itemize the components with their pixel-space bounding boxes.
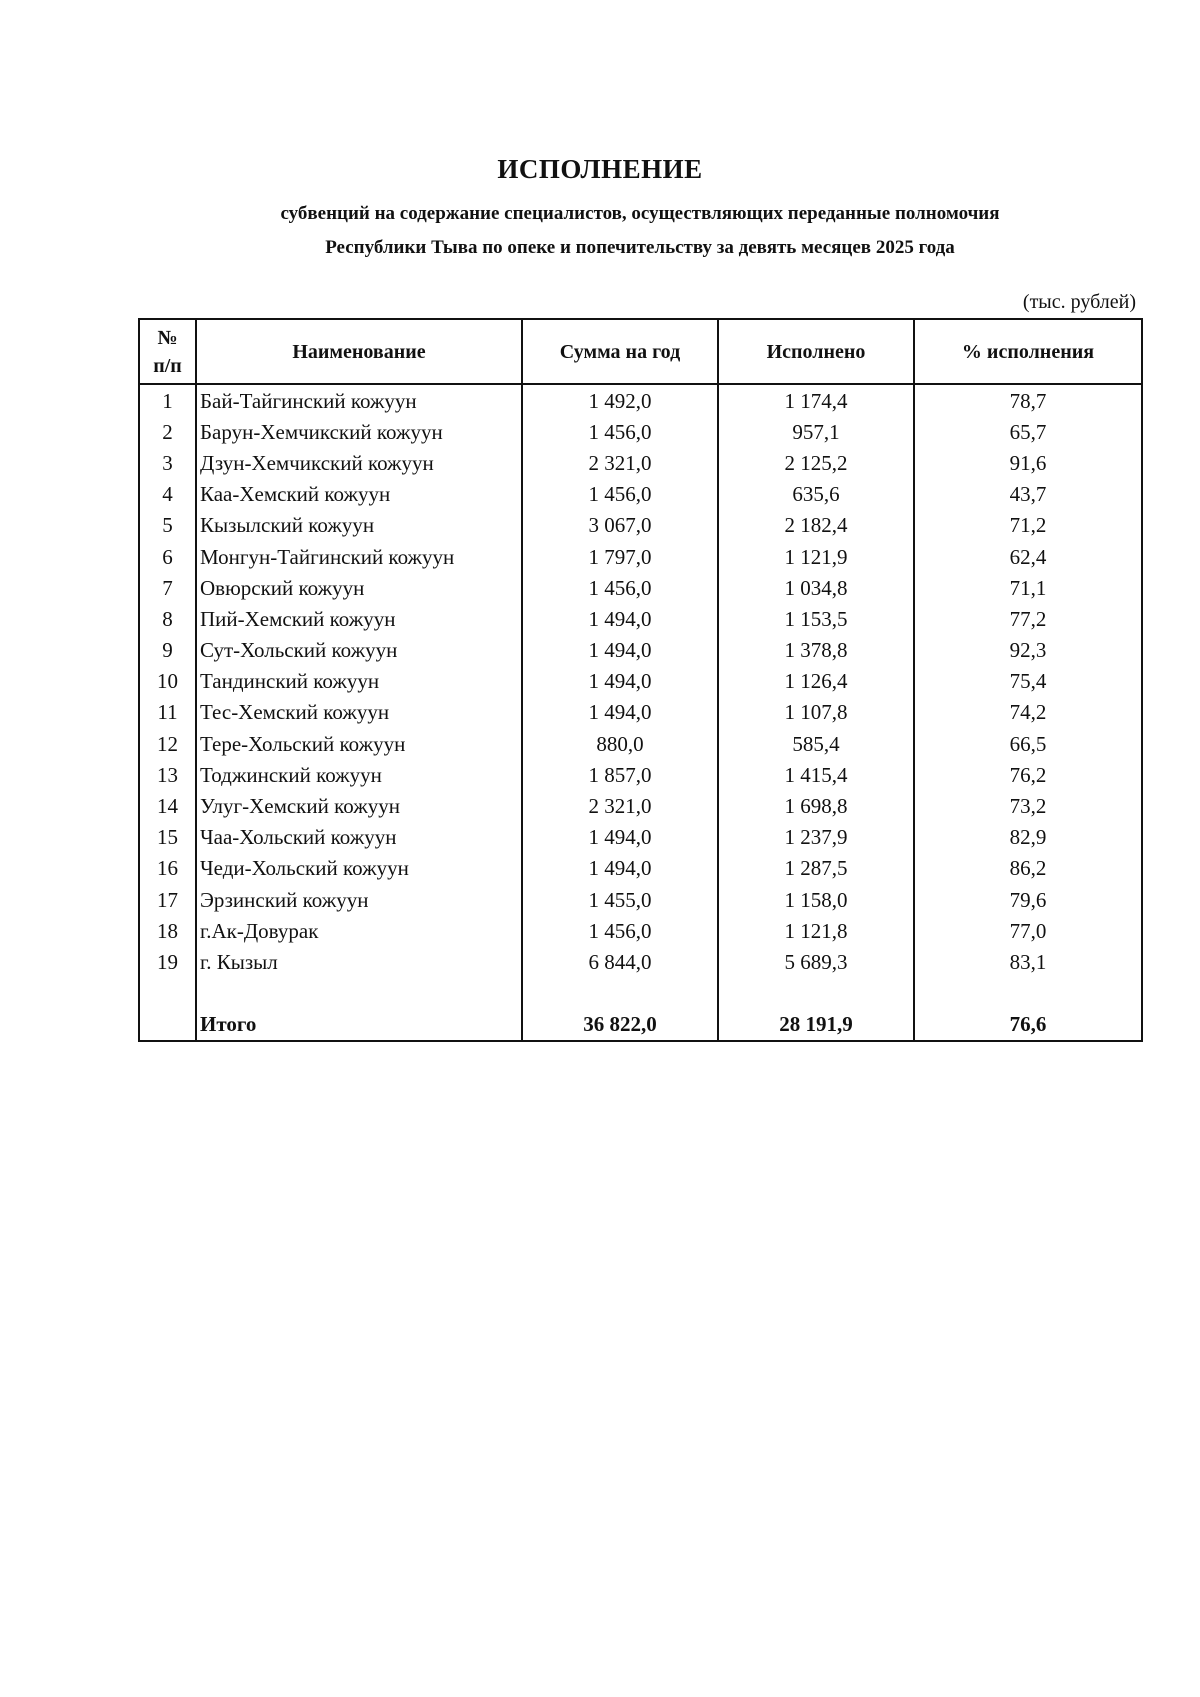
table-row [139, 946, 1142, 977]
row-executed: 1 034,8 [718, 572, 914, 603]
row-name: Тоджинский кожуун [196, 759, 522, 790]
row-name: Чеди-Хольский кожуун [196, 853, 522, 884]
row-num: 7 [139, 572, 196, 603]
table-row [139, 541, 1142, 572]
spacer-cell [139, 978, 196, 1009]
header-num-line-2: п/п [153, 354, 182, 377]
row-executed: 1 158,0 [718, 884, 914, 915]
row-percent: 65,7 [914, 416, 1142, 447]
row-percent: 43,7 [914, 479, 1142, 510]
table-row [139, 697, 1142, 728]
header-year-sum: Сумма на год [522, 319, 718, 384]
row-executed: 635,6 [718, 479, 914, 510]
table-row [139, 635, 1142, 666]
row-num: 11 [139, 697, 196, 728]
row-percent: 62,4 [914, 541, 1142, 572]
row-year-sum: 1 456,0 [522, 479, 718, 510]
row-year-sum: 3 067,0 [522, 510, 718, 541]
header-percent: % исполнения [914, 319, 1142, 384]
table-row [139, 822, 1142, 853]
row-percent: 66,5 [914, 728, 1142, 759]
table-row [139, 759, 1142, 790]
row-percent: 86,2 [914, 853, 1142, 884]
row-year-sum: 1 494,0 [522, 635, 718, 666]
row-name: Кызылский кожуун [196, 510, 522, 541]
total-year-sum: 36 822,0 [522, 1009, 718, 1041]
row-name: Эрзинский кожуун [196, 884, 522, 915]
row-executed: 1 287,5 [718, 853, 914, 884]
table-spacer-row [139, 978, 1142, 1009]
row-executed: 1 121,8 [718, 915, 914, 946]
row-percent: 74,2 [914, 697, 1142, 728]
row-num: 10 [139, 666, 196, 697]
row-executed: 1 698,8 [718, 790, 914, 821]
row-year-sum: 1 456,0 [522, 416, 718, 447]
row-year-sum: 1 492,0 [522, 384, 718, 416]
row-year-sum: 1 857,0 [522, 759, 718, 790]
table-row [139, 666, 1142, 697]
row-name: Чаа-Хольский кожуун [196, 822, 522, 853]
table-header-row [139, 319, 1142, 384]
row-name: Тере-Хольский кожуун [196, 728, 522, 759]
table-row [139, 572, 1142, 603]
row-name: г. Кызыл [196, 946, 522, 977]
row-num: 8 [139, 603, 196, 634]
row-num: 14 [139, 790, 196, 821]
row-num: 12 [139, 728, 196, 759]
table-row [139, 384, 1142, 416]
row-year-sum: 1 494,0 [522, 666, 718, 697]
table-row [139, 447, 1142, 478]
spacer-cell [522, 978, 718, 1009]
table-row [139, 479, 1142, 510]
row-executed: 585,4 [718, 728, 914, 759]
row-year-sum: 1 494,0 [522, 603, 718, 634]
row-year-sum: 880,0 [522, 728, 718, 759]
row-executed: 1 415,4 [718, 759, 914, 790]
total-label: Итого [196, 1009, 522, 1041]
row-num: 5 [139, 510, 196, 541]
table-row [139, 790, 1142, 821]
row-percent: 91,6 [914, 447, 1142, 478]
row-num: 9 [139, 635, 196, 666]
subtitle-line-1: субвенций на содержание специалистов, осуществляющих переданные полномочия [280, 203, 1000, 224]
total-percent: 76,6 [914, 1009, 1142, 1041]
row-percent: 83,1 [914, 946, 1142, 977]
row-executed: 957,1 [718, 416, 914, 447]
row-num: 3 [139, 447, 196, 478]
row-executed: 1 126,4 [718, 666, 914, 697]
row-executed: 1 153,5 [718, 603, 914, 634]
row-percent: 71,1 [914, 572, 1142, 603]
row-year-sum: 1 455,0 [522, 884, 718, 915]
table-row [139, 728, 1142, 759]
table-body [139, 384, 1142, 1041]
row-percent: 78,7 [914, 384, 1142, 416]
row-year-sum: 1 494,0 [522, 822, 718, 853]
table-row [139, 416, 1142, 447]
row-name: Барун-Хемчикский кожуун [196, 416, 522, 447]
units-note: (тыс. рублей) [1022, 291, 1136, 313]
row-executed: 2 125,2 [718, 447, 914, 478]
row-year-sum: 2 321,0 [522, 447, 718, 478]
header-num [139, 319, 196, 384]
row-num: 18 [139, 915, 196, 946]
row-name: Тандинский кожуун [196, 666, 522, 697]
row-num: 1 [139, 384, 196, 416]
row-executed: 1 174,4 [718, 384, 914, 416]
row-year-sum: 1 494,0 [522, 853, 718, 884]
subtitle-line-2: Республики Тыва по опеке и попечительству за девять месяцев 2025 года [325, 237, 955, 258]
row-percent: 79,6 [914, 884, 1142, 915]
row-name: Сут-Хольский кожуун [196, 635, 522, 666]
row-name: Бай-Тайгинский кожуун [196, 384, 522, 416]
table-row [139, 510, 1142, 541]
table-row [139, 884, 1142, 915]
row-percent: 71,2 [914, 510, 1142, 541]
row-executed: 1 237,9 [718, 822, 914, 853]
row-num: 4 [139, 479, 196, 510]
row-percent: 77,0 [914, 915, 1142, 946]
row-name: Пий-Хемский кожуун [196, 603, 522, 634]
row-name: Улуг-Хемский кожуун [196, 790, 522, 821]
row-percent: 75,4 [914, 666, 1142, 697]
row-name: г.Ак-Довурак [196, 915, 522, 946]
row-percent: 77,2 [914, 603, 1142, 634]
row-year-sum: 1 456,0 [522, 572, 718, 603]
row-name: Монгун-Тайгинский кожуун [196, 541, 522, 572]
table-row [139, 603, 1142, 634]
row-executed: 2 182,4 [718, 510, 914, 541]
row-executed: 1 121,9 [718, 541, 914, 572]
row-num: 2 [139, 416, 196, 447]
spacer-cell [914, 978, 1142, 1009]
execution-table [138, 318, 1143, 1042]
row-num: 6 [139, 541, 196, 572]
row-name: Тес-Хемский кожуун [196, 697, 522, 728]
row-num: 15 [139, 822, 196, 853]
row-num: 16 [139, 853, 196, 884]
spacer-cell [196, 978, 522, 1009]
row-percent: 92,3 [914, 635, 1142, 666]
row-executed: 5 689,3 [718, 946, 914, 977]
row-percent: 76,2 [914, 759, 1142, 790]
document-title: ИСПОЛНЕНИЕ [497, 154, 703, 184]
row-name: Каа-Хемский кожуун [196, 479, 522, 510]
table-row [139, 915, 1142, 946]
row-year-sum: 1 797,0 [522, 541, 718, 572]
row-year-sum: 1 456,0 [522, 915, 718, 946]
row-name: Дзун-Хемчикский кожуун [196, 447, 522, 478]
row-num: 17 [139, 884, 196, 915]
document-subtitle [140, 197, 1140, 265]
row-year-sum: 1 494,0 [522, 697, 718, 728]
header-name: Наименование [196, 319, 522, 384]
row-percent: 73,2 [914, 790, 1142, 821]
row-year-sum: 6 844,0 [522, 946, 718, 977]
row-num: 13 [139, 759, 196, 790]
spacer-cell [718, 978, 914, 1009]
total-executed: 28 191,9 [718, 1009, 914, 1041]
row-executed: 1 378,8 [718, 635, 914, 666]
row-year-sum: 2 321,0 [522, 790, 718, 821]
row-percent: 82,9 [914, 822, 1142, 853]
row-name: Овюрский кожуун [196, 572, 522, 603]
total-row [139, 1009, 1142, 1041]
table-row [139, 853, 1142, 884]
header-num-line-1: № [157, 326, 178, 349]
row-num: 19 [139, 946, 196, 977]
row-executed: 1 107,8 [718, 697, 914, 728]
total-num-cell [139, 1009, 196, 1041]
header-executed: Исполнено [718, 319, 914, 384]
